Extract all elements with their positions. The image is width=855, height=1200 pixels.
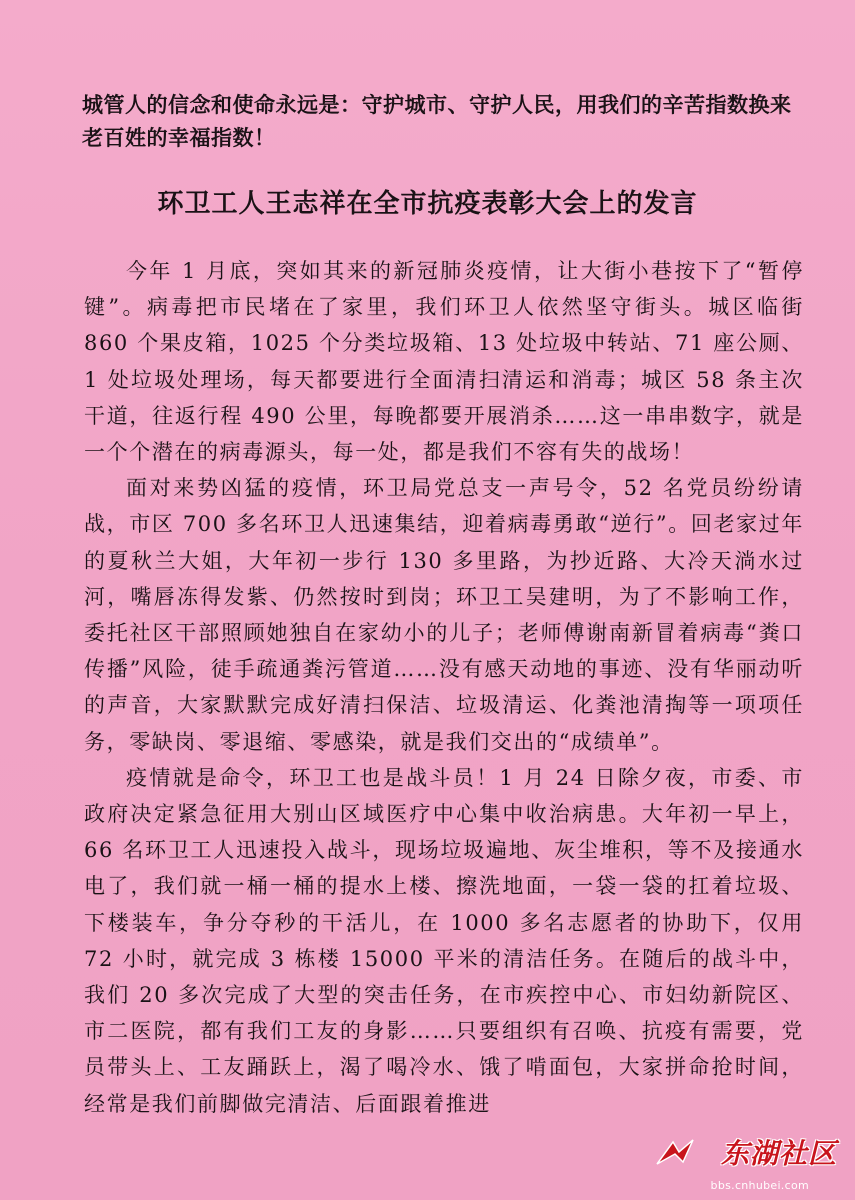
paragraph: 今年 1 月底，突如其来的新冠肺炎疫情，让大街小巷按下了“暂停键”。病毒把市民堵在了家里，我们环卫人依然坚守街头。城区临街 860 个果皮箱，1025 个分类垃圾箱、13 处垃圾中转站、71 座公厕、1 处垃圾处理场，每天都要进行全面清扫清运和消毒；城区 58 条主次干道，往返行程 490 公里，每晚都要开展消杀……这一串串数字，就是一个个潜在的病毒源头，每一处，都是我们不容有失的战场！ [84,259,804,465]
motto-text: 城管人的信念和使命永远是：守护城市、守护人民，用我们的辛苦指数换来老百姓的幸福指数！ [82,92,792,150]
watermark-logo-icon [653,1134,697,1178]
paragraph: 面对来势凶猛的疫情，环卫局党总支一声号令，52 名党员纷纷请战，市区 700 多名环卫人迅速集结，迎着病毒勇敢“逆行”。回老家过年的夏秋兰大姐，大年初一步行 130 多里路，为抄近路、大冷天淌水过河，嘴唇冻得发紫、仍然按时到岗；环卫工吴建明，为了不影响工作，委托社区干部照顾她独自在家幼小的儿子；老师傅谢南新冒着病毒“粪口传播”风险，徒手疏通粪污管道……没有感天动地的事迹、没有华丽动听的声音，大家默默完成好清扫保洁、垃圾清运、化粪池清掏等一项项任务，零缺岗、零退缩、零感染，就是我们交出的“成绩单”。 [84,476,804,754]
paragraph: 疫情就是命令，环卫工也是战斗员！1 月 24 日除夕夜，市委、市政府决定紧急征用大别山区域医疗中心集中收治病患。大年初一早上，66 名环卫工人迅速投入战斗，现场垃圾遍地、灰尘堆积，等不及接通水电了，我们就一桶一桶的提水上楼、擦洗地面，一袋一袋的扛着垃圾、下楼装车，争分夺秒的干活儿，在 1000 多名志愿者的协助下，仅用 72 小时，就完成 3 栋楼 15000 平米的清洁任务。在随后的战斗中，我们 20 多次完成了大型的突击任务，在市疾控中心、市妇幼新院区、市二医院，都有我们工友的身影……只要组织有召唤、抗疫有需要，党员带头上、工友踊跃上，渴了喝冷水、饿了啃面包，大家拼命抢时间，经常是我们前脚做完清洁、后面跟着推进 [84,765,804,1116]
speech-body [84,253,804,1122]
watermark-logo-text: 东湖社区 [720,1137,837,1170]
site-watermark [653,1132,843,1192]
page-title: 环卫工人王志祥在全市抗疫表彰大会上的发言 [157,189,698,219]
watermark-url: bbs.cnhubei.com [710,1179,809,1192]
